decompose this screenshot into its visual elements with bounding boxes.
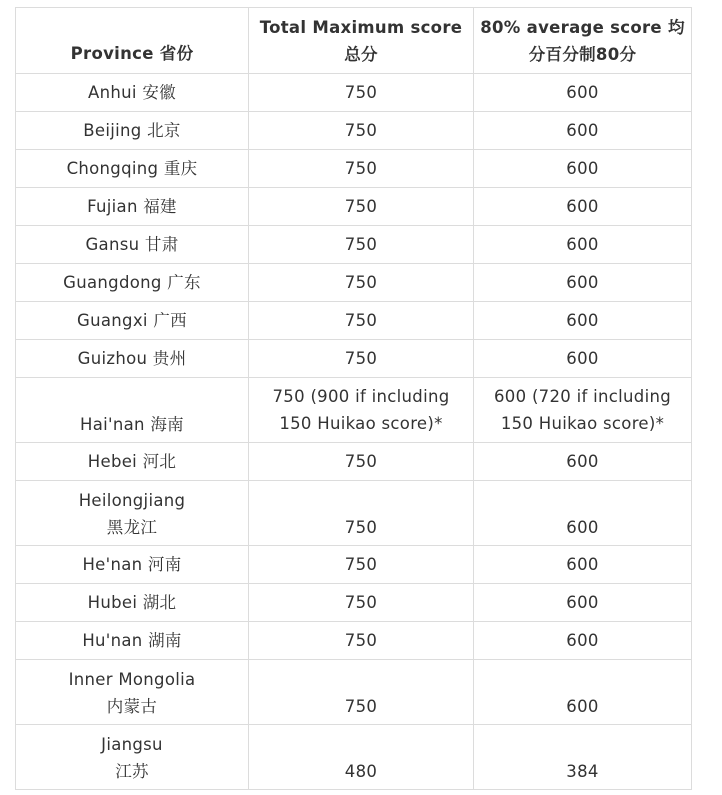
province-cell xyxy=(16,725,249,790)
table-row xyxy=(16,546,692,584)
province-cell: Anhui 安徽 xyxy=(16,74,249,112)
province-cell xyxy=(16,481,249,546)
avg-score-cell: 384 xyxy=(474,725,692,790)
total-score-cell: 750 xyxy=(249,302,474,340)
avg-score-cell: 600 xyxy=(474,481,692,546)
table-row xyxy=(16,340,692,378)
province-cell: Hubei 湖北 xyxy=(16,584,249,622)
table-row xyxy=(16,660,692,725)
total-score-cell: 750 xyxy=(249,74,474,112)
total-score-cell: 750 xyxy=(249,546,474,584)
table-row xyxy=(16,150,692,188)
province-cell: Beijing 北京 xyxy=(16,112,249,150)
total-score-cell: 750 xyxy=(249,622,474,660)
province-cell: Chongqing 重庆 xyxy=(16,150,249,188)
province-cell: Gansu 甘肃 xyxy=(16,226,249,264)
avg-score-cell: 600 (720 if including 150 Huikao score)* xyxy=(474,378,692,443)
province-cell: Hebei 河北 xyxy=(16,443,249,481)
table-row xyxy=(16,112,692,150)
province-cell: He'nan 河南 xyxy=(16,546,249,584)
score-table-container xyxy=(15,7,691,790)
province-cell: Guizhou 贵州 xyxy=(16,340,249,378)
table-row xyxy=(16,725,692,790)
avg-score-cell: 600 xyxy=(474,188,692,226)
table-header-row xyxy=(16,8,692,74)
total-score-cell: 480 xyxy=(249,725,474,790)
avg-score-cell: 600 xyxy=(474,264,692,302)
total-score-cell: 750 xyxy=(249,660,474,725)
table-row xyxy=(16,264,692,302)
total-score-cell: 750 xyxy=(249,264,474,302)
avg-score-cell: 600 xyxy=(474,443,692,481)
avg-score-cell: 600 xyxy=(474,340,692,378)
province-cell: Fujian 福建 xyxy=(16,188,249,226)
province-name-zh: 内蒙古 xyxy=(106,697,158,716)
header-total-max: Total Maximum score 总分 xyxy=(249,8,474,74)
province-name-en: Inner Mongolia xyxy=(68,670,196,689)
province-cell: Guangdong 广东 xyxy=(16,264,249,302)
total-score-cell: 750 xyxy=(249,481,474,546)
table-row xyxy=(16,226,692,264)
table-row xyxy=(16,443,692,481)
province-name-zh: 江苏 xyxy=(115,762,149,781)
header-avg80: 80% average score 均分百分制80分 xyxy=(474,8,692,74)
score-table xyxy=(15,7,692,790)
total-score-cell: 750 xyxy=(249,584,474,622)
province-name-en: Jiangsu xyxy=(101,735,163,754)
table-row xyxy=(16,302,692,340)
table-row xyxy=(16,584,692,622)
province-name-en: Heilongjiang xyxy=(78,491,186,510)
province-cell xyxy=(16,660,249,725)
province-name-zh: 黑龙江 xyxy=(106,518,158,537)
province-cell: Hu'nan 湖南 xyxy=(16,622,249,660)
province-cell: Hai'nan 海南 xyxy=(16,378,249,443)
total-score-cell: 750 xyxy=(249,443,474,481)
avg-score-cell: 600 xyxy=(474,584,692,622)
avg-score-cell: 600 xyxy=(474,622,692,660)
table-row xyxy=(16,74,692,112)
avg-score-cell: 600 xyxy=(474,660,692,725)
header-province: Province 省份 xyxy=(16,8,249,74)
total-score-cell: 750 (900 if including 150 Huikao score)* xyxy=(249,378,474,443)
avg-score-cell: 600 xyxy=(474,546,692,584)
total-score-cell: 750 xyxy=(249,150,474,188)
table-row xyxy=(16,378,692,443)
province-cell: Guangxi 广西 xyxy=(16,302,249,340)
total-score-cell: 750 xyxy=(249,188,474,226)
total-score-cell: 750 xyxy=(249,226,474,264)
total-score-cell: 750 xyxy=(249,340,474,378)
avg-score-cell: 600 xyxy=(474,150,692,188)
avg-score-cell: 600 xyxy=(474,112,692,150)
table-row xyxy=(16,188,692,226)
table-row xyxy=(16,622,692,660)
avg-score-cell: 600 xyxy=(474,74,692,112)
avg-score-cell: 600 xyxy=(474,302,692,340)
avg-score-cell: 600 xyxy=(474,226,692,264)
table-row xyxy=(16,481,692,546)
total-score-cell: 750 xyxy=(249,112,474,150)
